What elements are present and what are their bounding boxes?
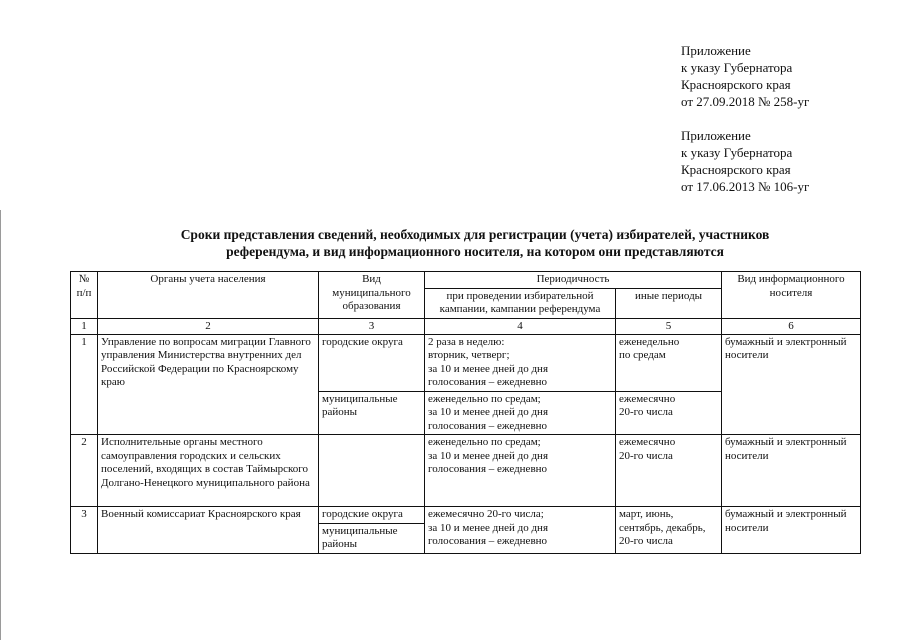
header-media-type: Вид информационного носителя — [722, 272, 861, 319]
cell-line: за 10 и менее дней до дня — [428, 362, 549, 375]
cell-line: март, июнь, — [619, 508, 674, 520]
municipal-cell: городские округа — [319, 507, 425, 524]
title-line: Сроки представления сведений, необходимых для регистрации (учета) избирателей, участников — [180, 227, 770, 242]
appendix-line: Приложение — [681, 43, 751, 58]
municipal-cell: муниципальные районы — [319, 391, 425, 435]
organ-cell: Военный комиссариат Красноярского края — [98, 507, 319, 554]
header-other-periods: иные периоды — [616, 288, 722, 318]
cell-line: голосования – ежедневно — [428, 463, 548, 475]
cell-line: сентябрь, декабрь, — [619, 521, 706, 534]
table-row — [71, 507, 861, 524]
row-number: 2 — [71, 435, 98, 507]
other-periods-cell — [616, 391, 722, 435]
municipal-cell — [319, 435, 425, 507]
other-periods-cell — [616, 435, 722, 507]
campaign-cell — [425, 435, 616, 507]
header-periodicity: Периодичность — [425, 272, 722, 289]
table-row — [71, 334, 861, 391]
appendix-current — [681, 42, 891, 110]
campaign-cell — [425, 507, 616, 554]
appendix-line: к указу Губернатора — [681, 145, 793, 160]
cell-line: по средам — [619, 349, 666, 361]
cell-line: за 10 и менее дней до дня — [428, 406, 549, 418]
campaign-cell — [425, 334, 616, 391]
cell-line: еженедельно по средам; — [428, 436, 541, 448]
cell-line: 2 раза в неделю: — [428, 335, 505, 348]
page-edge — [0, 210, 1, 640]
municipal-cell: городские округа — [319, 334, 425, 391]
header-during-campaign: при проведении избирательной кампании, кампании референдума — [425, 288, 616, 318]
appendix-line: Красноярского края — [681, 77, 791, 92]
other-periods-cell — [616, 334, 722, 391]
header-num: № п/п — [71, 272, 98, 319]
cell-line: голосования – ежедневно — [428, 376, 548, 388]
column-number: 1 — [71, 318, 98, 334]
campaign-cell — [425, 391, 616, 435]
header-municipal-type: Вид муниципального образования — [319, 272, 425, 319]
appendix-line: от 17.06.2013 № 106-уг — [681, 179, 810, 194]
cell-line: еженедельно по средам; — [428, 392, 541, 405]
cell-line: ежемесячно — [619, 392, 676, 405]
media-cell: бумажный и электронный носители — [722, 334, 861, 435]
cell-line: голосования – ежедневно — [428, 535, 548, 547]
appendix-line: Красноярского края — [681, 162, 791, 177]
municipal-cell: муниципальные районы — [319, 523, 425, 553]
cell-line: ежемесячно 20-го числа; — [428, 508, 544, 520]
organ-cell: Управление по вопросам миграции Главного управления Министерства внутренних дел Российской Федерации по Красноярскому краю — [98, 334, 319, 435]
organ-cell: Исполнительные органы местного самоуправления городских и сельских поселений, входящих в состав Таймырского Долгано-Ненецкого муниципального района — [98, 435, 319, 507]
column-number: 5 — [616, 318, 722, 334]
media-cell: бумажный и электронный носители — [722, 435, 861, 507]
other-periods-cell — [616, 507, 722, 554]
appendix-original — [681, 127, 891, 195]
appendix-line: Приложение — [681, 128, 751, 143]
cell-line: вторник, четверг; — [428, 349, 510, 361]
document-title — [80, 226, 870, 260]
cell-line: 20-го числа — [619, 449, 673, 462]
header-organ: Органы учета населения — [98, 272, 319, 319]
table-row — [71, 435, 861, 507]
cell-line: за 10 и менее дней до дня — [428, 449, 549, 462]
column-number: 3 — [319, 318, 425, 334]
cell-line: за 10 и менее дней до дня — [428, 521, 549, 534]
cell-line: ежемесячно — [619, 436, 676, 448]
row-number: 1 — [71, 334, 98, 435]
cell-line: 20-го числа — [619, 535, 673, 547]
column-number: 2 — [98, 318, 319, 334]
column-number: 4 — [425, 318, 616, 334]
appendix-line: к указу Губернатора — [681, 60, 793, 75]
deadlines-table — [70, 271, 861, 554]
title-line: референдума, и вид информационного носителя, на котором они представляются — [226, 244, 724, 259]
column-number: 6 — [722, 318, 861, 334]
media-cell: бумажный и электронный носители — [722, 507, 861, 554]
cell-line: еженедельно — [619, 335, 680, 348]
cell-line: голосования – ежедневно — [428, 419, 548, 432]
row-number: 3 — [71, 507, 98, 554]
cell-line: 20-го числа — [619, 406, 673, 418]
appendix-line: от 27.09.2018 № 258-уг — [681, 94, 810, 109]
